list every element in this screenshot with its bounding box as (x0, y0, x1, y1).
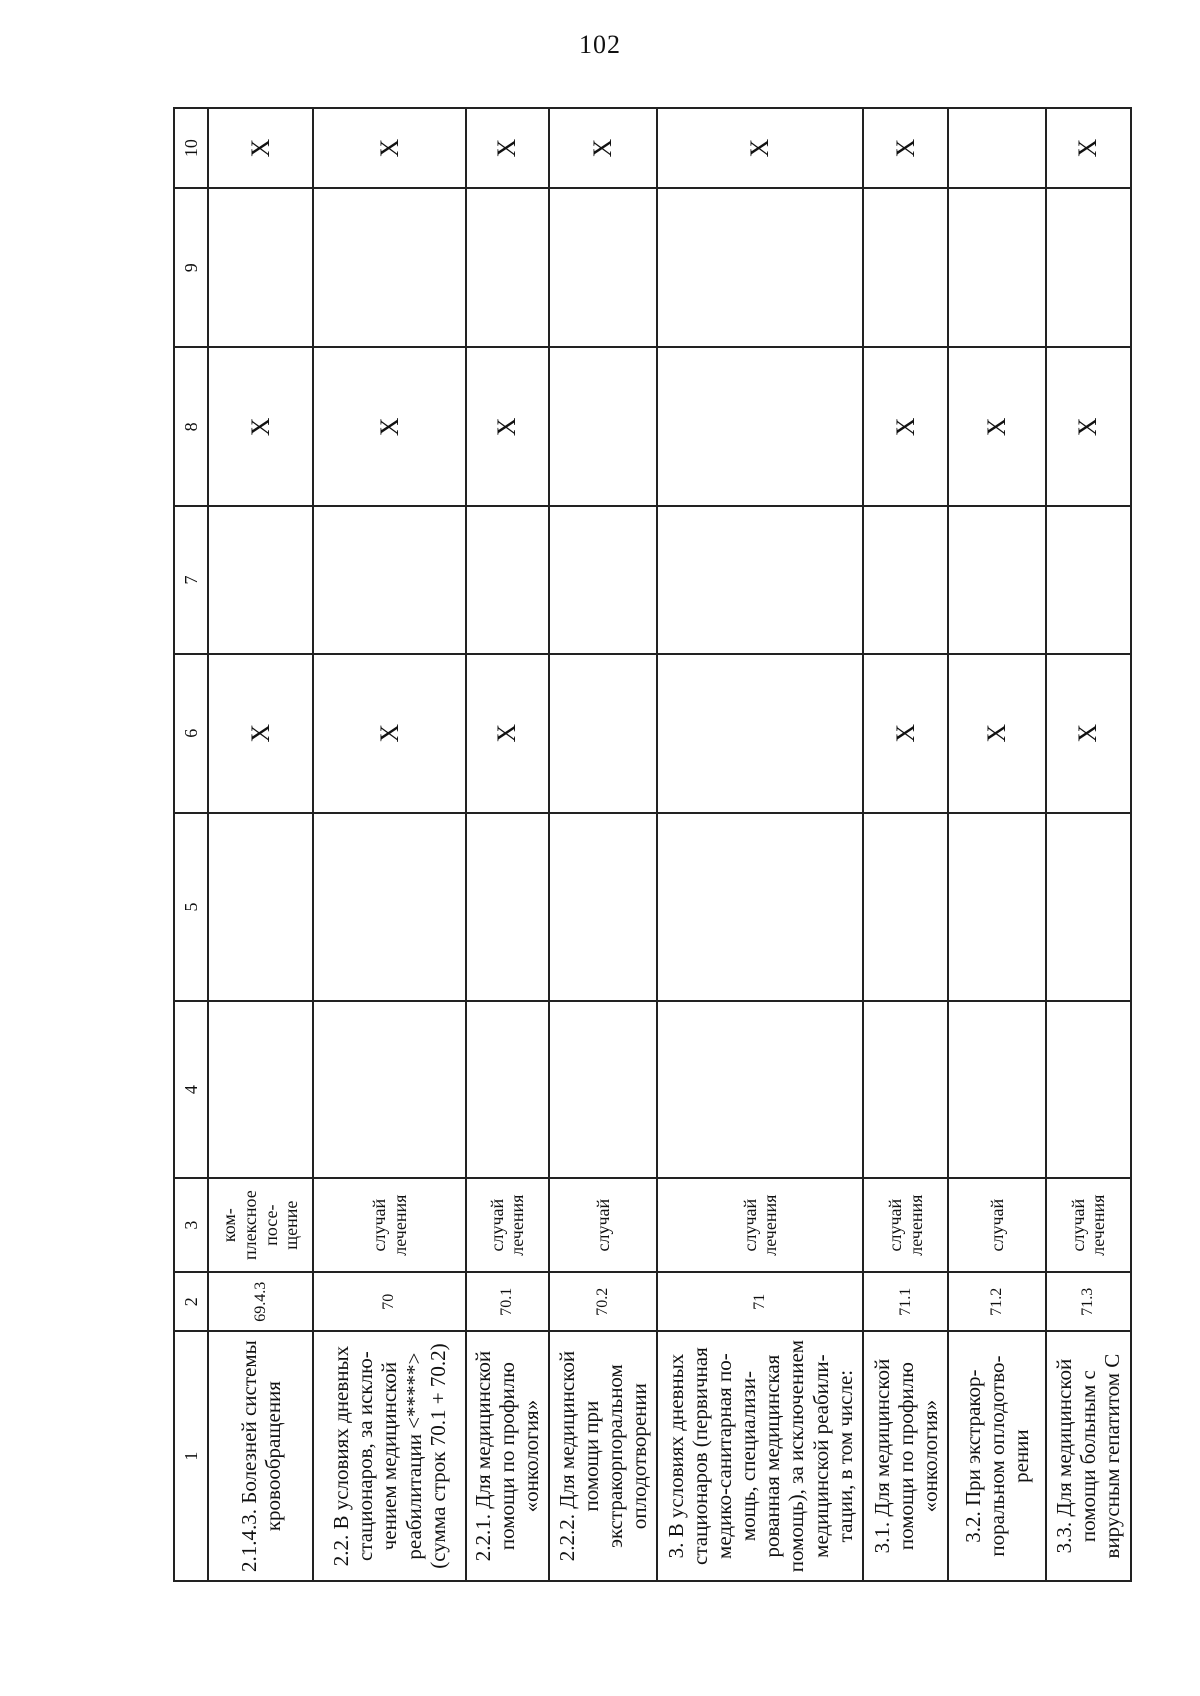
unit-cell: случай лечения (466, 1178, 550, 1272)
value-cell (948, 108, 1045, 188)
table-row (948, 108, 1045, 1581)
value-cell (466, 1001, 550, 1178)
value-cell: X (466, 108, 550, 188)
unit-cell: случай лечения (313, 1178, 465, 1272)
table-row (1046, 108, 1131, 1581)
row-code-cell: 69.4.3 (208, 1272, 313, 1331)
header-cell: 4 (174, 1001, 208, 1178)
page-number: 102 (579, 30, 621, 59)
row-title-cell: 3.2. При экстракор-поральном оплодотво-рении (948, 1331, 1045, 1581)
value-cell (208, 1001, 313, 1178)
value-cell (657, 347, 863, 506)
value-cell (863, 1001, 948, 1178)
value-cell (1046, 506, 1131, 653)
value-cell (863, 813, 948, 1002)
value-cell (549, 813, 657, 1002)
row-code-cell: 71 (657, 1272, 863, 1331)
table-row (313, 108, 465, 1581)
value-cell (657, 1001, 863, 1178)
unit-cell: ком-плексное посе-щение (208, 1178, 313, 1272)
value-cell (549, 347, 657, 506)
value-cell (549, 506, 657, 653)
value-cell (208, 188, 313, 347)
row-code-cell: 70.2 (549, 1272, 657, 1331)
rotated-table-container (173, 107, 1132, 1582)
table-frame (173, 107, 1132, 1582)
value-cell (313, 1001, 465, 1178)
value-cell (948, 1001, 1045, 1178)
value-cell (657, 813, 863, 1002)
header-cell: 1 (174, 1331, 208, 1581)
unit-cell: случай (948, 1178, 1045, 1272)
value-cell (549, 654, 657, 813)
unit-cell: случай (549, 1178, 657, 1272)
value-cell (948, 813, 1045, 1002)
row-code-cell: 71.2 (948, 1272, 1045, 1331)
header-cell: 3 (174, 1178, 208, 1272)
value-cell: X (1046, 654, 1131, 813)
header-row (174, 108, 208, 1581)
value-cell: X (466, 654, 550, 813)
header-cell: 5 (174, 813, 208, 1002)
value-cell: X (208, 347, 313, 506)
row-title-cell: 2.2. В условиях дневных стационаров, за исклю-чением медицинской реабилитации <*****> (сумма строк 70.1 + 70.2) (313, 1331, 465, 1581)
header-cell: 8 (174, 347, 208, 506)
value-cell (313, 506, 465, 653)
value-cell (549, 1001, 657, 1178)
value-cell (208, 506, 313, 653)
value-cell (313, 188, 465, 347)
value-cell: X (657, 108, 863, 188)
value-cell (1046, 1001, 1131, 1178)
value-cell (466, 188, 550, 347)
table-row (549, 108, 657, 1581)
table-row (657, 108, 863, 1581)
value-cell: X (863, 108, 948, 188)
header-cell: 10 (174, 108, 208, 188)
table-row (863, 108, 948, 1581)
value-cell (466, 813, 550, 1002)
value-cell: X (1046, 108, 1131, 188)
row-title-cell: 2.2.1. Для медицинской помощи по профилю «онкология» (466, 1331, 550, 1581)
value-cell (657, 188, 863, 347)
value-cell (466, 506, 550, 653)
unit-cell: случай лечения (863, 1178, 948, 1272)
row-title-cell: 3.3. Для медицинской помощи больным с вирусным гепатитом С (1046, 1331, 1131, 1581)
unit-cell: случай лечения (1046, 1178, 1131, 1272)
row-title-cell: 3. В условиях дневных стационаров (первичная медико-санитарная по-мощь, специализи-рованная медицинская помощь), за исключением медицинской реабили-тации, в том числе: (657, 1331, 863, 1581)
value-cell: X (313, 654, 465, 813)
value-cell (863, 506, 948, 653)
value-cell (549, 188, 657, 347)
value-cell: X (948, 347, 1045, 506)
value-cell: X (863, 347, 948, 506)
row-code-cell: 70 (313, 1272, 465, 1331)
row-title-cell: 3.1. Для медицинской помощи по профилю «онкология» (863, 1331, 948, 1581)
value-cell (657, 506, 863, 653)
row-title-cell: 2.2.2. Для медицинской помощи при экстракорпоральном оплодотворении (549, 1331, 657, 1581)
value-cell: X (313, 108, 465, 188)
header-cell: 9 (174, 188, 208, 347)
row-code-cell: 71.1 (863, 1272, 948, 1331)
table-row (208, 108, 313, 1581)
header-cell: 6 (174, 654, 208, 813)
row-code-cell: 70.1 (466, 1272, 550, 1331)
value-cell: X (549, 108, 657, 188)
value-cell (657, 654, 863, 813)
value-cell (208, 813, 313, 1002)
value-cell: X (863, 654, 948, 813)
value-cell (313, 813, 465, 1002)
value-cell: X (313, 347, 465, 506)
header-cell: 2 (174, 1272, 208, 1331)
value-cell (948, 506, 1045, 653)
value-cell: X (208, 654, 313, 813)
value-cell (1046, 813, 1131, 1002)
value-cell: X (466, 347, 550, 506)
value-cell: X (1046, 347, 1131, 506)
row-title-cell: 2.1.4.3. Болезней системы кровообращения (208, 1331, 313, 1581)
value-cell (948, 188, 1045, 347)
row-code-cell: 71.3 (1046, 1272, 1131, 1331)
value-cell (863, 188, 948, 347)
header-cell: 7 (174, 506, 208, 653)
data-table (173, 107, 1132, 1582)
value-cell: X (208, 108, 313, 188)
value-cell: X (948, 654, 1045, 813)
value-cell (1046, 188, 1131, 347)
table-row (466, 108, 550, 1581)
unit-cell: случай лечения (657, 1178, 863, 1272)
